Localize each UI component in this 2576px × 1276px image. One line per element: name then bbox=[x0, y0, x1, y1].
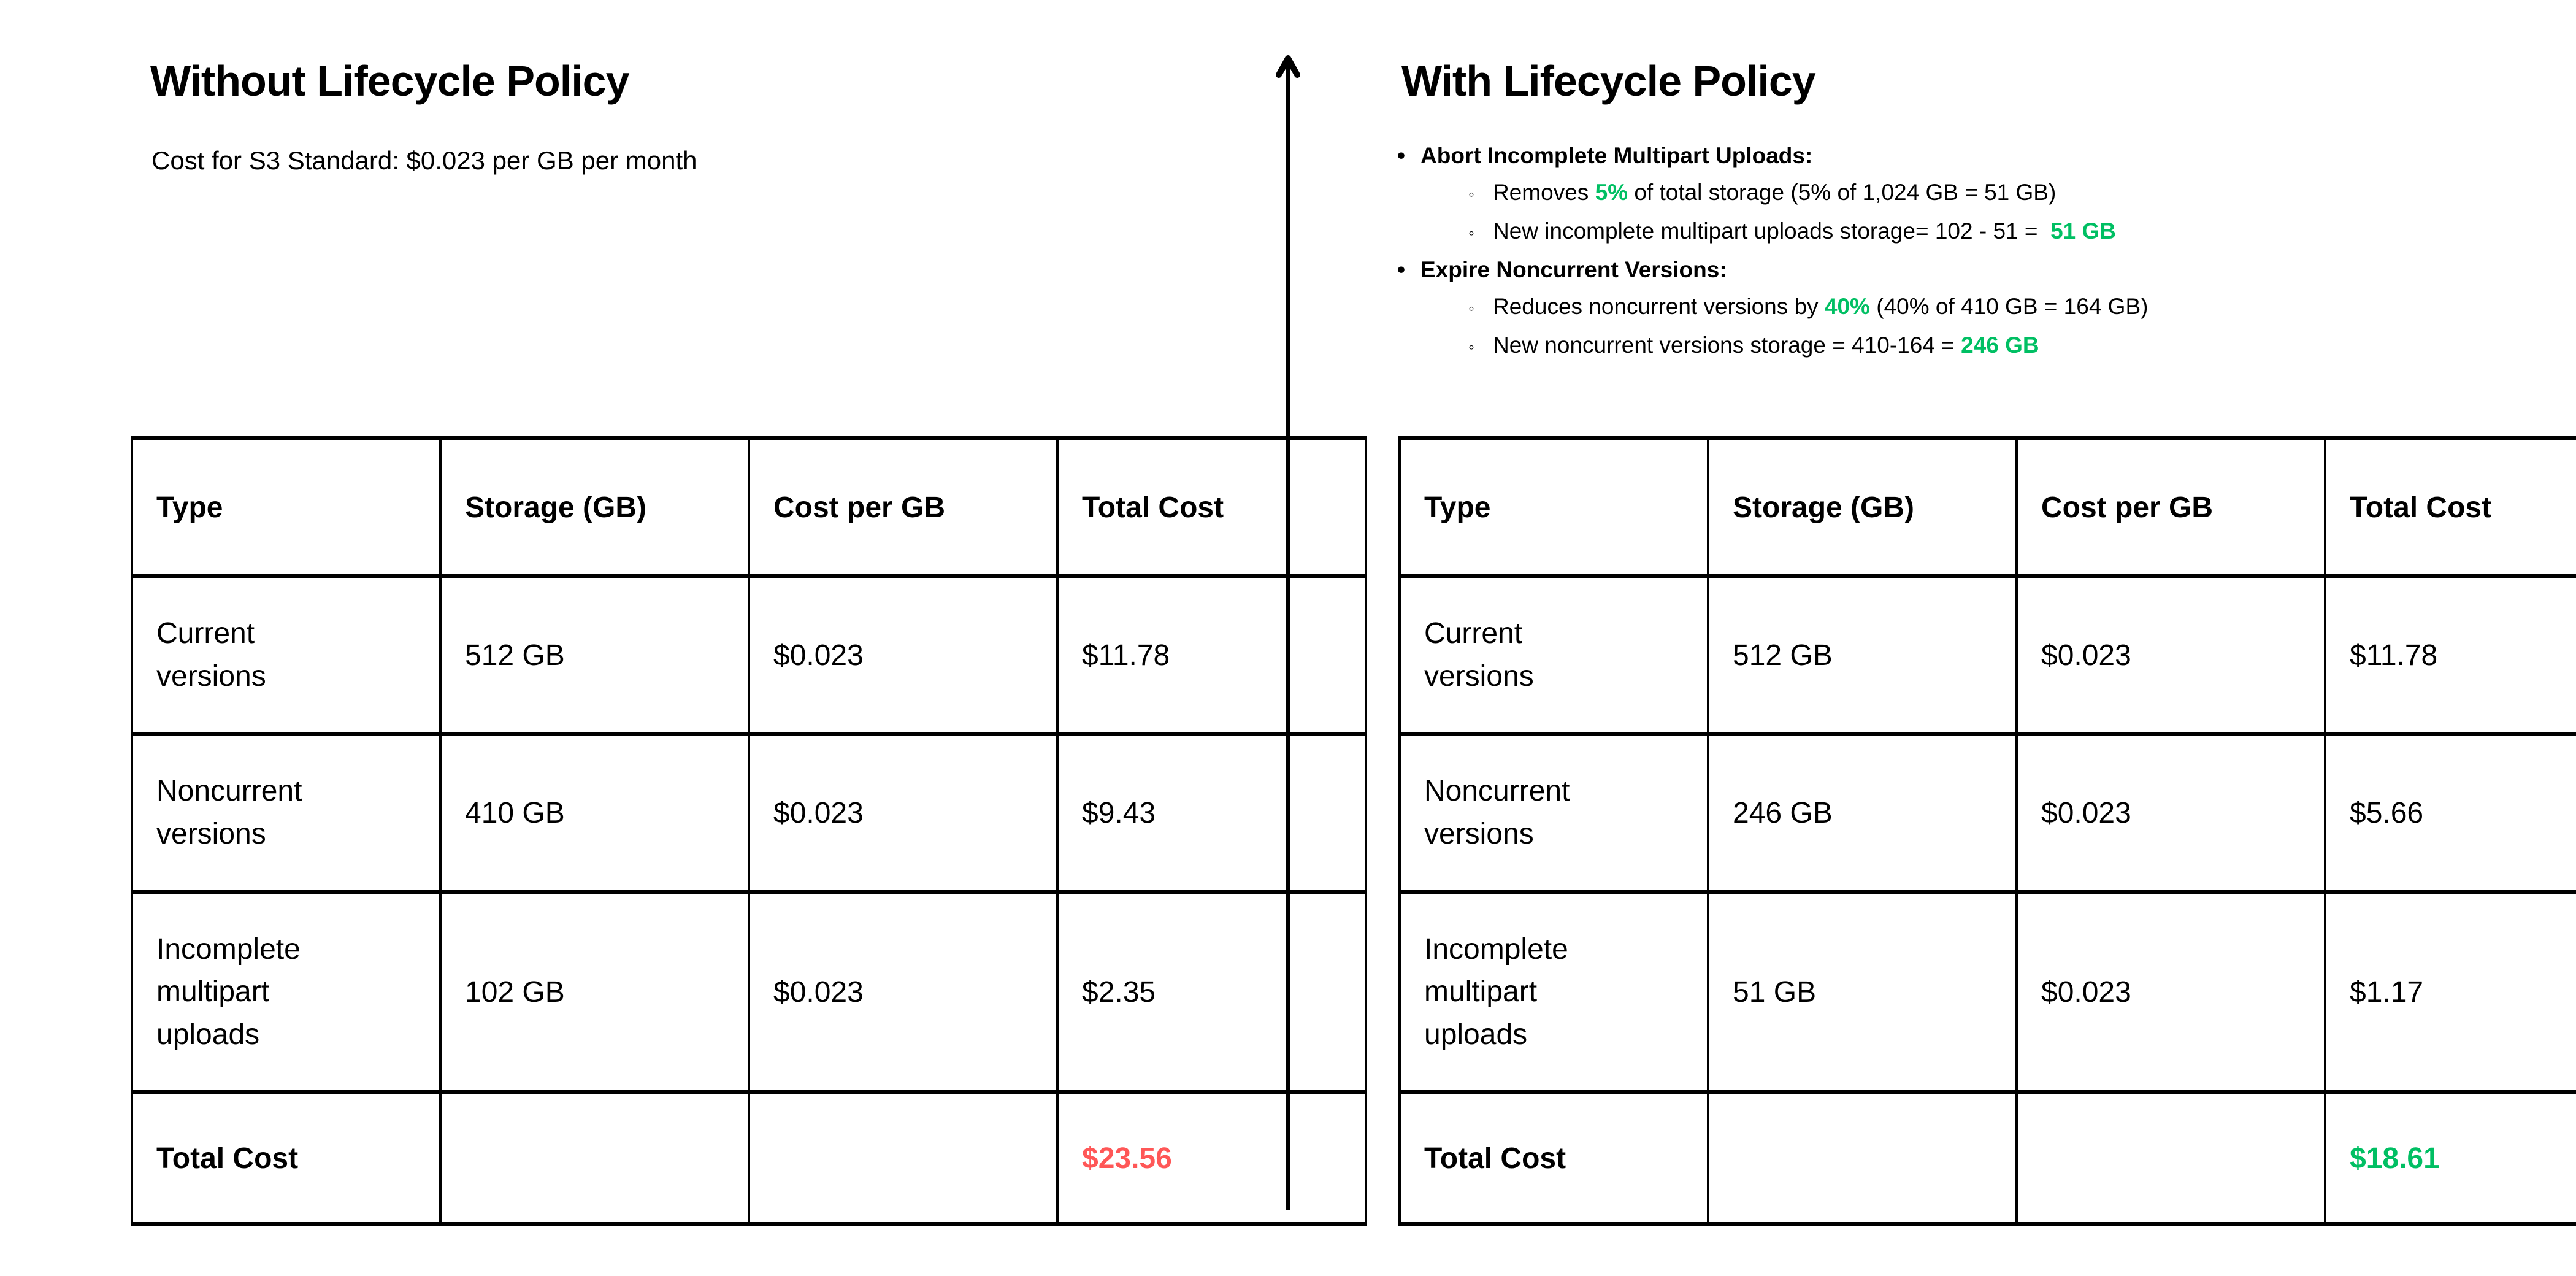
value-cell: 246 GB bbox=[1708, 734, 2017, 892]
bullet-sub-item bbox=[1468, 174, 2563, 213]
value-cell: $0.023 bbox=[2017, 892, 2325, 1093]
text-segment: Reduces noncurrent versions by bbox=[1493, 294, 1825, 319]
table-row bbox=[1400, 734, 2576, 892]
value-cell: 410 GB bbox=[440, 734, 749, 892]
with-policy-cost-table bbox=[1398, 436, 2576, 1226]
value-cell: $0.023 bbox=[749, 734, 1057, 892]
without-policy-cost-table bbox=[131, 436, 1367, 1226]
upward-divider-arrow bbox=[1263, 49, 1313, 1221]
column-header: Storage (GB) bbox=[440, 439, 749, 577]
value-cell: 102 GB bbox=[440, 892, 749, 1093]
text-segment: of total storage (5% of 1,024 GB = 51 GB) bbox=[1628, 180, 2057, 205]
total-value-cell: $23.56 bbox=[1057, 1093, 1366, 1224]
hollow-bullet-icon: ◦ bbox=[1468, 299, 1474, 318]
bullet-heading-text: Expire Noncurrent Versions: bbox=[1420, 257, 1727, 282]
value-cell: $5.66 bbox=[2325, 734, 2576, 892]
row-label-text: Noncurrent versions bbox=[1424, 775, 1570, 850]
hollow-bullet-icon: ◦ bbox=[1468, 185, 1474, 204]
row-label-cell bbox=[132, 577, 440, 734]
table-header-row bbox=[1400, 439, 2576, 577]
highlighted-value: 40% bbox=[1824, 294, 1870, 319]
value-cell: 512 GB bbox=[1708, 577, 2017, 734]
row-label-cell bbox=[1400, 892, 1708, 1093]
row-label-cell bbox=[1400, 734, 1708, 892]
bullet-sub-item bbox=[1468, 327, 2563, 366]
value-cell: $1.17 bbox=[2325, 892, 2576, 1093]
hollow-bullet-icon: ◦ bbox=[1468, 223, 1474, 242]
column-header: Total Cost bbox=[1057, 439, 1366, 577]
highlighted-value: 246 GB bbox=[1961, 332, 2039, 358]
value-cell: $0.023 bbox=[749, 892, 1057, 1093]
total-label-cell: Total Cost bbox=[132, 1093, 440, 1224]
text-segment: New incomplete multipart uploads storage= 102 - 51 = bbox=[1493, 218, 2051, 244]
table-row bbox=[132, 734, 1366, 892]
value-cell: 51 GB bbox=[1708, 892, 2017, 1093]
empty-cell bbox=[2017, 1093, 2325, 1224]
bullet-sub-item-text bbox=[1493, 174, 2056, 211]
total-label-cell: Total Cost bbox=[1400, 1093, 1708, 1224]
column-header: Type bbox=[132, 439, 440, 577]
value-cell: $0.023 bbox=[2017, 734, 2325, 892]
row-label-text: Noncurrent versions bbox=[156, 775, 302, 850]
value-cell: $0.023 bbox=[749, 577, 1057, 734]
text-segment: Removes bbox=[1493, 180, 1595, 205]
highlighted-value: 51 GB bbox=[2050, 218, 2117, 244]
row-label-text: Current versions bbox=[156, 617, 266, 693]
empty-cell bbox=[749, 1093, 1057, 1224]
column-header: Cost per GB bbox=[2017, 439, 2325, 577]
row-label-text: Incomplete multipart uploads bbox=[1424, 932, 1568, 1051]
bullet-sub-item bbox=[1468, 288, 2563, 327]
value-cell: $9.43 bbox=[1057, 734, 1366, 892]
row-label-text: Current versions bbox=[1424, 617, 1534, 693]
bullet-dot-icon: • bbox=[1397, 143, 1405, 168]
bullet-sub-item bbox=[1468, 213, 2563, 252]
column-header: Storage (GB) bbox=[1708, 439, 2017, 577]
total-row bbox=[132, 1093, 1366, 1224]
highlighted-value: 5% bbox=[1595, 180, 1628, 205]
table-row bbox=[1400, 892, 2576, 1093]
lifecycle-rules-bullet-list bbox=[1397, 137, 2563, 366]
value-cell: $11.78 bbox=[2325, 577, 2576, 734]
value-cell: 512 GB bbox=[440, 577, 749, 734]
total-value-cell: $18.61 bbox=[2325, 1093, 2576, 1224]
row-label-cell bbox=[1400, 577, 1708, 734]
total-row bbox=[1400, 1093, 2576, 1224]
bullet-heading-text: Abort Incomplete Multipart Uploads: bbox=[1420, 143, 1813, 168]
bullet-heading bbox=[1397, 252, 2563, 288]
empty-cell bbox=[440, 1093, 749, 1224]
text-segment: New noncurrent versions storage = 410-164 = bbox=[1493, 332, 1961, 358]
value-cell: $2.35 bbox=[1057, 892, 1366, 1093]
table-row bbox=[1400, 577, 2576, 734]
row-label-cell bbox=[132, 892, 440, 1093]
table-row bbox=[132, 892, 1366, 1093]
value-cell: $11.78 bbox=[1057, 577, 1366, 734]
text-segment: (40% of 410 GB = 164 GB) bbox=[1869, 294, 2149, 319]
empty-cell bbox=[1708, 1093, 2017, 1224]
value-cell: $0.023 bbox=[2017, 577, 2325, 734]
s3-standard-cost-note: Cost for S3 Standard: $0.023 per GB per month bbox=[151, 146, 697, 175]
column-header: Cost per GB bbox=[749, 439, 1057, 577]
bullet-sub-item-text bbox=[1493, 288, 2148, 325]
bullet-sub-item-text bbox=[1493, 213, 2116, 250]
without-policy-title: Without Lifecycle Policy bbox=[150, 57, 629, 105]
hollow-bullet-icon: ◦ bbox=[1468, 337, 1474, 356]
row-label-text: Incomplete multipart uploads bbox=[156, 932, 301, 1051]
row-label-cell bbox=[132, 734, 440, 892]
with-policy-title: With Lifecycle Policy bbox=[1401, 57, 1815, 105]
table-row bbox=[132, 577, 1366, 734]
bullet-heading bbox=[1397, 137, 2563, 174]
column-header: Type bbox=[1400, 439, 1708, 577]
column-header: Total Cost bbox=[2325, 439, 2576, 577]
bullet-sub-item-text bbox=[1493, 327, 2039, 364]
table-header-row bbox=[132, 439, 1366, 577]
bullet-dot-icon: • bbox=[1397, 257, 1405, 282]
